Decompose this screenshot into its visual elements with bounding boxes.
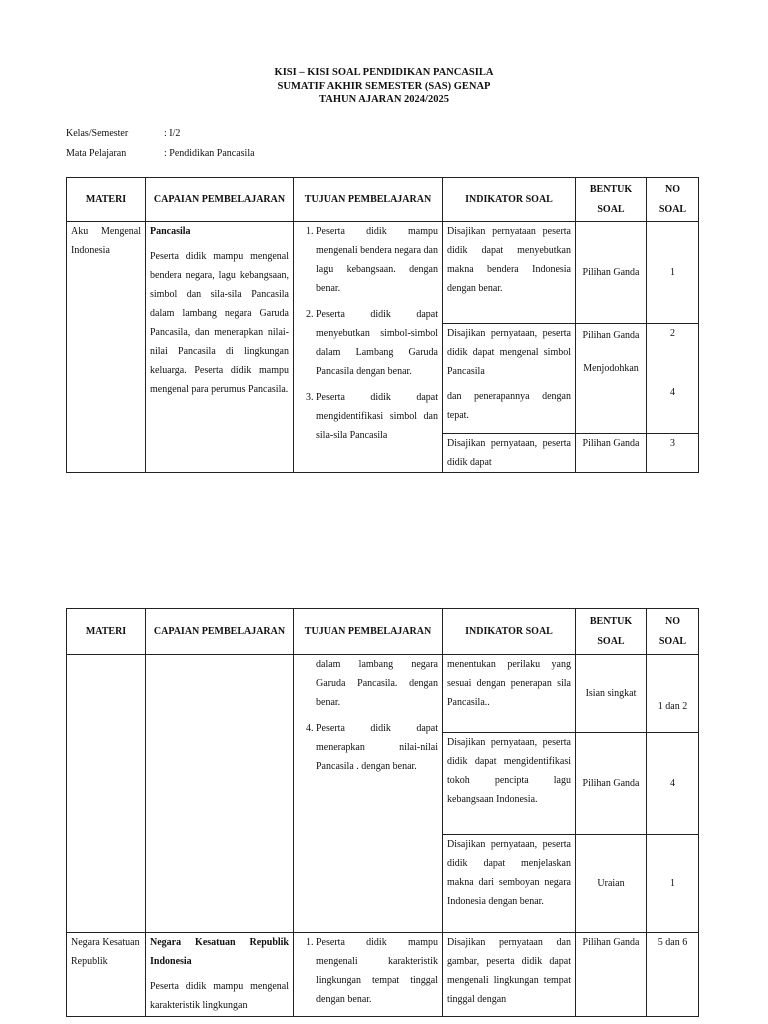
kelas-value: : I/2 bbox=[164, 128, 181, 139]
tujuan-item-1: 1. Peserta didik mampu mengenali bendera negara dan lagu kebangsaan. dengan benar. bbox=[316, 222, 438, 298]
indikator-cell: menentukan perilaku yang sesuai dengan penerapan sila Pancasila.. bbox=[443, 655, 576, 733]
bentuk-cell bbox=[576, 324, 647, 434]
tujuan-list bbox=[298, 222, 438, 445]
no-soal-text: 2 bbox=[670, 328, 675, 339]
capaian-title: Pancasila bbox=[150, 226, 191, 237]
bentuk-cell: Uraian bbox=[576, 835, 647, 933]
title-line-3: TAHUN AJARAN 2024/2025 bbox=[319, 94, 449, 105]
no-soal-cell: 3 bbox=[647, 434, 699, 473]
document-title bbox=[0, 66, 768, 107]
table-header-row bbox=[67, 178, 699, 222]
tujuan-cell bbox=[294, 222, 443, 473]
tujuan-cell bbox=[294, 933, 443, 1017]
bentuk-cell: Pilihan Ganda bbox=[576, 933, 647, 1017]
tujuan-list-4 bbox=[298, 719, 438, 776]
header-materi: MATERI bbox=[67, 609, 146, 655]
tujuan-cell bbox=[294, 655, 443, 933]
bentuk-cell: Isian singkat bbox=[576, 655, 647, 733]
indikator-cell: Disajikan pernyataan dan gambar, peserta didik dapat mengenali lingkungan tempat tinggal dengan bbox=[443, 933, 576, 1017]
no-soal-cell: 1 bbox=[647, 835, 699, 933]
header-bentuk: BENTUK SOAL bbox=[576, 609, 647, 655]
indikator-text: Disajikan pernyataan, peserta didik dapat mengenal simbol Pancasila bbox=[447, 328, 571, 377]
capaian-body: Peserta didik mampu mengenal bendera negara, lagu kebangsaan, simbol dan sila-sila Pancasila dalam lambang negara Garuda Pancasila, dan menerapkan nilai-nilai Pancasila di lingkungan keluarga. Peserta didik mampu mengenal para perumus Pancasila. bbox=[150, 251, 289, 395]
indikator-cell: Disajikan pernyataan, peserta didik dapat mengidentifikasi tokoh pencipta lagu kebangsaan Indonesia. bbox=[443, 733, 576, 835]
indikator-cell: Disajikan pernyataan, peserta didik dapat bbox=[443, 434, 576, 473]
no-soal-cell: 1 dan 2 bbox=[647, 655, 699, 733]
kisi-table-page-1 bbox=[66, 177, 699, 473]
tujuan-item-2: 2. Peserta didik dapat menyebutkan simbol-simbol dalam Lambang Garuda Pancasila dengan benar. bbox=[316, 305, 438, 381]
tujuan-item-4: 4. Peserta didik dapat menerapkan nilai-nilai Pancasila . dengan benar. bbox=[316, 719, 438, 776]
no-soal-cell: 4 bbox=[647, 733, 699, 835]
kisi-table-page-2 bbox=[66, 608, 699, 1017]
no-soal-text-2: 4 bbox=[670, 387, 675, 398]
header-indikator: INDIKATOR SOAL bbox=[443, 178, 576, 222]
capaian-body: Peserta didik mampu mengenal karakteristik lingkungan bbox=[150, 981, 289, 1011]
indikator-cell bbox=[443, 324, 576, 434]
header-bentuk: BENTUK SOAL bbox=[576, 178, 647, 222]
bentuk-cell: Pilihan Ganda bbox=[576, 222, 647, 324]
mapel-label: Mata Pelajaran bbox=[66, 148, 127, 159]
bentuk-text-2: Menjodohkan bbox=[583, 363, 639, 374]
bentuk-cell: Pilihan Ganda bbox=[576, 434, 647, 473]
tujuan-list-cont bbox=[298, 655, 438, 712]
mata-pelajaran-row bbox=[66, 147, 255, 160]
kelas-label: Kelas/Semester bbox=[66, 128, 129, 139]
header-capaian: CAPAIAN PEMBELAJARAN bbox=[146, 609, 294, 655]
title-line-1: KISI – KISI SOAL PENDIDIKAN PANCASILA bbox=[274, 67, 494, 78]
capaian-cell bbox=[146, 655, 294, 933]
tujuan-item-1: 1. Peserta didik mampu mengenali karakteristik lingkungan tempat tinggal dengan benar. bbox=[316, 933, 438, 1009]
materi-cell: Negara Kesatuan Republik bbox=[67, 933, 146, 1017]
materi-cell bbox=[67, 655, 146, 933]
materi-cell: Aku Mengenal Indonesia bbox=[67, 222, 146, 473]
table-row bbox=[67, 222, 699, 324]
no-soal-cell bbox=[647, 324, 699, 434]
header-indikator: INDIKATOR SOAL bbox=[443, 609, 576, 655]
indikator-cell: Disajikan pernyataan, peserta didik dapat menjelaskan makna dari semboyan negara Indonesia dengan benar. bbox=[443, 835, 576, 933]
header-no: NO SOAL bbox=[647, 609, 699, 655]
bentuk-cell: Pilihan Ganda bbox=[576, 733, 647, 835]
tujuan-list bbox=[298, 933, 438, 1009]
table-row bbox=[67, 655, 699, 733]
bentuk-text: Pilihan Ganda bbox=[582, 330, 640, 341]
header-capaian: CAPAIAN PEMBELAJARAN bbox=[146, 178, 294, 222]
tujuan-item-3: 3. Peserta didik dapat mengidentifikasi simbol dan sila-sila Pancasila bbox=[316, 388, 438, 445]
capaian-cell bbox=[146, 933, 294, 1017]
kelas-semester-row bbox=[66, 127, 180, 140]
capaian-cell bbox=[146, 222, 294, 473]
header-no: NO SOAL bbox=[647, 178, 699, 222]
title-line-2: SUMATIF AKHIR SEMESTER (SAS) GENAP bbox=[277, 80, 491, 92]
indikator-cell: Disajikan pernyataan peserta didik dapat menyebutkan makna bendera Indonesia dengan benar. bbox=[443, 222, 576, 324]
header-tujuan: TUJUAN PEMBELAJARAN bbox=[294, 178, 443, 222]
header-materi: MATERI bbox=[67, 178, 146, 222]
capaian-title: Negara Kesatuan Republik Indonesia bbox=[150, 937, 289, 967]
header-tujuan: TUJUAN PEMBELAJARAN bbox=[294, 609, 443, 655]
no-soal-cell: 5 dan 6 bbox=[647, 933, 699, 1017]
table-header-row bbox=[67, 609, 699, 655]
table-row bbox=[67, 933, 699, 1017]
tujuan-item-3-cont: dalam lambang negara Garuda Pancasila. dengan benar. bbox=[316, 659, 438, 708]
mapel-value: : Pendidikan Pancasila bbox=[164, 148, 255, 159]
indikator-text-2: dan penerapannya dengan tepat. bbox=[447, 391, 571, 421]
no-soal-cell: 1 bbox=[647, 222, 699, 324]
